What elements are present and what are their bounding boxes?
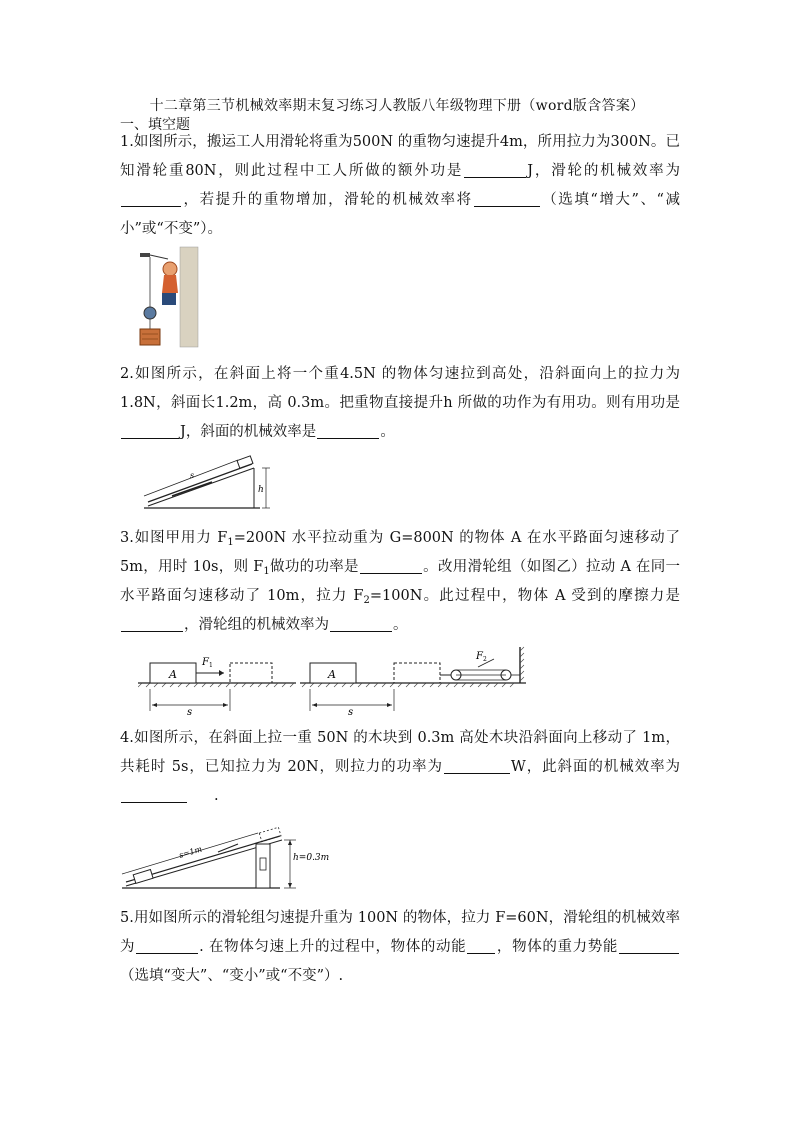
q1-figure-pulley-worker <box>138 245 200 351</box>
q2-fig-label-s: s <box>190 471 195 480</box>
q2-text-3: 。 <box>380 424 395 440</box>
q2-blank-1[interactable] <box>121 422 179 439</box>
question-1 <box>120 128 680 244</box>
q1-text-1: 1.如图所示，搬运工人用滑轮将重为500N 的重物匀速提升4m，所用拉力为300N。已知滑轮重80N，则此过程中工人所做的额外功是 <box>120 134 680 179</box>
q3-fig-force-2-sub: 2 <box>483 656 487 663</box>
q3-fig-dist-1: s <box>187 707 193 717</box>
question-3 <box>120 524 680 640</box>
q5-text-1: 5.用如图所示的滑轮组匀速提升重为 100N 的物体，拉力 F=60N，滑轮组的机械效率为 <box>120 910 680 955</box>
q3-text-1b: =200N 水平拉动重为 G=800N 的物体 A 在水平路面匀速移动了5m，用时 10s，则 F <box>120 530 680 575</box>
q2-text-1: 2.如图所示，在斜面上将一个重4.5N 的物体匀速拉到高处，沿斜面向上的拉力为 1.8N，斜面长1.2m，高 0.3m。把重物直接提升h 所做的功作为有用功。则有用功是 <box>120 366 680 411</box>
q1-blank-2[interactable] <box>121 190 181 207</box>
q3-text-1c: 做功的功率是 <box>269 559 359 575</box>
section-heading: 一、填空题 <box>120 117 190 133</box>
q4-fig-label-h: h=0.3m <box>293 853 330 863</box>
q3-fig-force-1-sub: 1 <box>209 662 213 669</box>
q3-sub-1: 1 <box>227 537 234 548</box>
q2-figure-incline <box>142 450 277 512</box>
q4-text-3: . <box>214 788 219 804</box>
q1-text-3: ，若提升的重物增加，滑轮的机械效率将 <box>182 192 473 208</box>
q2-text-2: J，斜面的机械效率是 <box>180 424 317 440</box>
q3-blank-3[interactable] <box>330 615 392 632</box>
q1-text-4: （选填“增大”、“减小”或“不变”）。 <box>120 192 680 237</box>
q1-text-2: J，滑轮的机械效率为 <box>527 163 681 179</box>
q3-text-2b: =100N。此过程中，物体 A 受到的摩擦力是 <box>369 588 680 604</box>
q5-text-4: （选填“变大”、“变小”或“不变”）. <box>120 968 344 984</box>
q3-fig-force-2: F <box>476 651 483 662</box>
q3-text-3: ，滑轮组的机械效率为 <box>184 617 329 633</box>
page-title: 十二章第三节机械效率期末复习练习人教版八年级物理下册（word版含答案） <box>149 98 645 114</box>
question-2 <box>120 360 680 447</box>
q4-text-1: 4.如图所示，在斜面上拉一重 50N 的木块到 0.3m 高处木块沿斜面向上移动了 1m，共耗时 5s，已知拉力为 20N，则拉力的功率为 <box>120 730 680 775</box>
q5-text-2: . 在物体匀速上升的过程中，物体的动能 <box>199 939 467 955</box>
q5-blank-2[interactable] <box>467 937 495 954</box>
q4-blank-1[interactable] <box>444 757 510 774</box>
q5-blank-3[interactable] <box>619 937 679 954</box>
q5-text-3: ，物体的重力势能 <box>496 939 619 955</box>
q3-text-2: 。改用滑轮组（如图乙）拉动 A 在同一水平路面匀速移动了 10m，拉力 F <box>120 559 680 604</box>
q3-fig-block-a2: A <box>328 668 336 681</box>
q3-text-4: 。 <box>393 617 408 633</box>
question-5 <box>120 904 680 991</box>
q3-fig-force-1: F <box>202 657 209 668</box>
q3-text-1a: 3.如图甲用力 F <box>120 530 228 546</box>
q5-blank-1[interactable] <box>136 937 198 954</box>
q3-blank-1[interactable] <box>360 557 422 574</box>
q3-figure-horizontal-pull <box>138 645 530 717</box>
q4-text-2: W，此斜面的机械效率为 <box>510 759 680 775</box>
q3-fig-block-a1: A <box>169 668 177 681</box>
q4-blank-2[interactable] <box>121 786 187 803</box>
q2-fig-label-h: h <box>258 485 264 495</box>
q3-fig-dist-2: s <box>348 707 354 717</box>
question-4 <box>120 724 680 811</box>
q3-sub-1b: 1 <box>263 566 270 577</box>
q3-blank-2[interactable] <box>121 615 183 632</box>
q4-fig-label-s: s=1m <box>177 844 204 860</box>
q1-blank-3[interactable] <box>474 190 540 207</box>
q1-blank-1[interactable] <box>464 161 526 178</box>
q3-sub-2: 2 <box>363 595 370 606</box>
q4-figure-incline <box>120 822 332 894</box>
q2-blank-2[interactable] <box>317 422 379 439</box>
